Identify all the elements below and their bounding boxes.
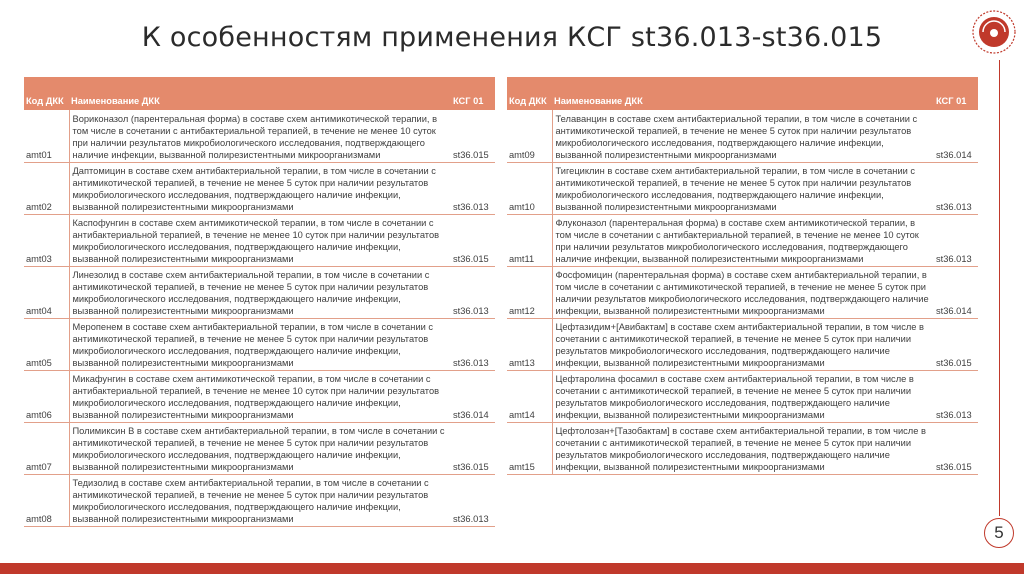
code-cell: amt05: [24, 318, 69, 370]
ksg-cell: st36.015: [451, 422, 495, 474]
column-header-code: Код ДКК: [24, 77, 69, 110]
name-cell: Тедизолид в составе схем антибактериальной терапии, в том числе в сочетании с антимикотической терапией, в течение не менее 5 суток при наличии результатов микробиологического исследования, подтверждающего наличие инфекции, вызванной полирезистентными микроорганизмами: [69, 474, 451, 526]
column-header-ksg: КСГ 01: [451, 77, 495, 110]
ksg-cell: st36.015: [451, 110, 495, 162]
left-table: [24, 77, 495, 527]
table-row: [507, 422, 978, 474]
ksg-cell: st36.013: [451, 474, 495, 526]
code-cell: amt07: [24, 422, 69, 474]
ksg-cell: st36.013: [451, 318, 495, 370]
name-cell: Полимиксин В в составе схем антибактериальной терапии, в том числе в сочетании с антимикотической терапией, в течение не менее 5 суток при наличии результатов микробиологического исследования, подтверждающего наличие инфекции, вызванной полирезистентными микроорганизмами: [69, 422, 451, 474]
bottom-rule: [0, 563, 1024, 574]
table-row: [507, 318, 978, 370]
code-cell: amt02: [24, 162, 69, 214]
table-row: [24, 110, 495, 162]
name-cell: Микафунгин в составе схем антимикотической терапии, в том числе в сочетании с антибактериальной терапией, в течение не менее 10 суток при наличии результатов микробиологического исследования, подтверждающего наличие инфекции, вызванной полирезистентными микроорганизмами: [69, 370, 451, 422]
logo-icon: [970, 8, 1018, 56]
table-row: [24, 162, 495, 214]
ksg-cell: st36.013: [934, 370, 978, 422]
ksg-cell: st36.015: [934, 422, 978, 474]
code-cell: amt04: [24, 266, 69, 318]
ksg-cell: st36.013: [451, 266, 495, 318]
code-cell: amt11: [507, 214, 552, 266]
table-row: [24, 474, 495, 526]
column-header-ksg: КСГ 01: [934, 77, 978, 110]
code-cell: amt08: [24, 474, 69, 526]
ksg-cell: st36.013: [934, 214, 978, 266]
code-cell: amt14: [507, 370, 552, 422]
name-cell: Линезолид в составе схем антибактериальной терапии, в том числе в сочетании с антимикотической терапией, в течение не менее 5 суток при наличии результатов микробиологического исследования, подтверждающего наличие инфекции, вызванной полирезистентными микроорганизмами: [69, 266, 451, 318]
name-cell: Даптомицин в составе схем антибактериальной терапии, в том числе в сочетании с антимикотической терапией, в течение не менее 5 суток при наличии результатов микробиологического исследования, подтверждающего наличие инфекции, вызванной полирезистентными микроорганизмами: [69, 162, 451, 214]
table-header-row: [507, 77, 978, 110]
name-cell: Цефтолозан+[Тазобактам] в составе схем антибактериальной терапии, в том числе в сочетании с антимикотической терапией, в течение не менее 5 суток при наличии результатов микробиологического исследования, подтверждающего наличие инфекции, вызванной полирезистентными микроорганизмами: [552, 422, 934, 474]
table-row: [507, 214, 978, 266]
table-row: [24, 318, 495, 370]
table-row: [507, 110, 978, 162]
name-cell: Тигециклин в составе схем антибактериальной терапии, в том числе в сочетании с антимикотической терапией, в течение не менее 5 суток при наличии результатов микробиологического исследования, подтверждающего наличие инфекции, вызванной полирезистентными микроорганизмами: [552, 162, 934, 214]
ksg-cell: st36.014: [934, 266, 978, 318]
code-cell: amt03: [24, 214, 69, 266]
name-cell: Меропенем в составе схем антибактериальной терапии, в том числе в сочетании с антимикотической терапией, в течение не менее 5 суток при наличии результатов микробиологического исследования, подтверждающего наличие инфекции, вызванной полирезистентными микроорганизмами: [69, 318, 451, 370]
right-table: [507, 77, 978, 475]
ksg-cell: st36.013: [451, 162, 495, 214]
code-cell: amt13: [507, 318, 552, 370]
table-row: [24, 370, 495, 422]
code-cell: amt15: [507, 422, 552, 474]
ksg-cell: st36.014: [934, 110, 978, 162]
name-cell: Фосфомицин (парентеральная форма) в составе схем антибактериальной терапии, в том числе в сочетании с антимикотической терапией, в течение не менее 5 суток при наличии результатов микробиологического исследования, подтверждающего наличие инфекции, вызванной полирезистентными микроорганизмами: [552, 266, 934, 318]
column-header-name: Наименование ДКК: [69, 77, 451, 110]
table-row: [24, 214, 495, 266]
code-cell: amt12: [507, 266, 552, 318]
column-header-name: Наименование ДКК: [552, 77, 934, 110]
code-cell: amt06: [24, 370, 69, 422]
side-rule: [999, 60, 1000, 516]
code-cell: amt10: [507, 162, 552, 214]
code-cell: amt01: [24, 110, 69, 162]
column-header-code: Код ДКК: [507, 77, 552, 110]
ksg-cell: st36.013: [934, 162, 978, 214]
table-header-row: [24, 77, 495, 110]
table-row: [24, 266, 495, 318]
name-cell: Цефтазидим+[Авибактам] в составе схем антибактериальной терапии, в том числе в сочетании с антимикотической терапией, в течение не менее 5 суток при наличии результатов микробиологического исследования, подтверждающего наличие инфекции, вызванной полирезистентными микроорганизмами: [552, 318, 934, 370]
ksg-cell: st36.015: [451, 214, 495, 266]
page-number: 5: [984, 518, 1014, 548]
code-cell: amt09: [507, 110, 552, 162]
name-cell: Цефтаролина фосамил в составе схем антибактериальной терапии, в том числе в сочетании с антимикотической терапией, в течение не менее 5 суток при наличии результатов микробиологического исследования, подтверждающего наличие инфекции, вызванной полирезистентными микроорганизмами: [552, 370, 934, 422]
table-row: [507, 162, 978, 214]
table-row: [24, 422, 495, 474]
name-cell: Флуконазол (парентеральная форма) в составе схем антимикотической терапии, в том числе в сочетании с антибактериальной терапией, в течение не менее 10 суток при наличии результатов микробиологического исследования, подтверждающего наличие инфекции, вызванной полирезистентными микроорганизмами: [552, 214, 934, 266]
name-cell: Вориконазол (парентеральная форма) в составе схем антимикотической терапии, в том числе в сочетании с антибактериальной терапией, в течение не менее 10 суток при наличии результатов микробиологического исследования, подтверждающего наличие инфекции, вызванной полирезистентными микроорганизмами: [69, 110, 451, 162]
slide-title: К особенностям применения КСГ st36.013-st36.015: [141, 22, 883, 53]
ksg-cell: st36.015: [934, 318, 978, 370]
name-cell: Телаванцин в составе схем антибактериальной терапии, в том числе в сочетании с антимикотической терапией, в течение не менее 5 суток при наличии результатов микробиологического исследования, подтверждающего наличие инфекции, вызванной полирезистентными микроорганизмами: [552, 110, 934, 162]
table-row: [507, 266, 978, 318]
name-cell: Каспофунгин в составе схем антимикотической терапии, в том числе в сочетании с антибактериальной терапией, в течение не менее 10 суток при наличии результатов микробиологического исследования, подтверждающего наличие инфекции, вызванной полирезистентными микроорганизмами: [69, 214, 451, 266]
table-row: [507, 370, 978, 422]
ksg-cell: st36.014: [451, 370, 495, 422]
